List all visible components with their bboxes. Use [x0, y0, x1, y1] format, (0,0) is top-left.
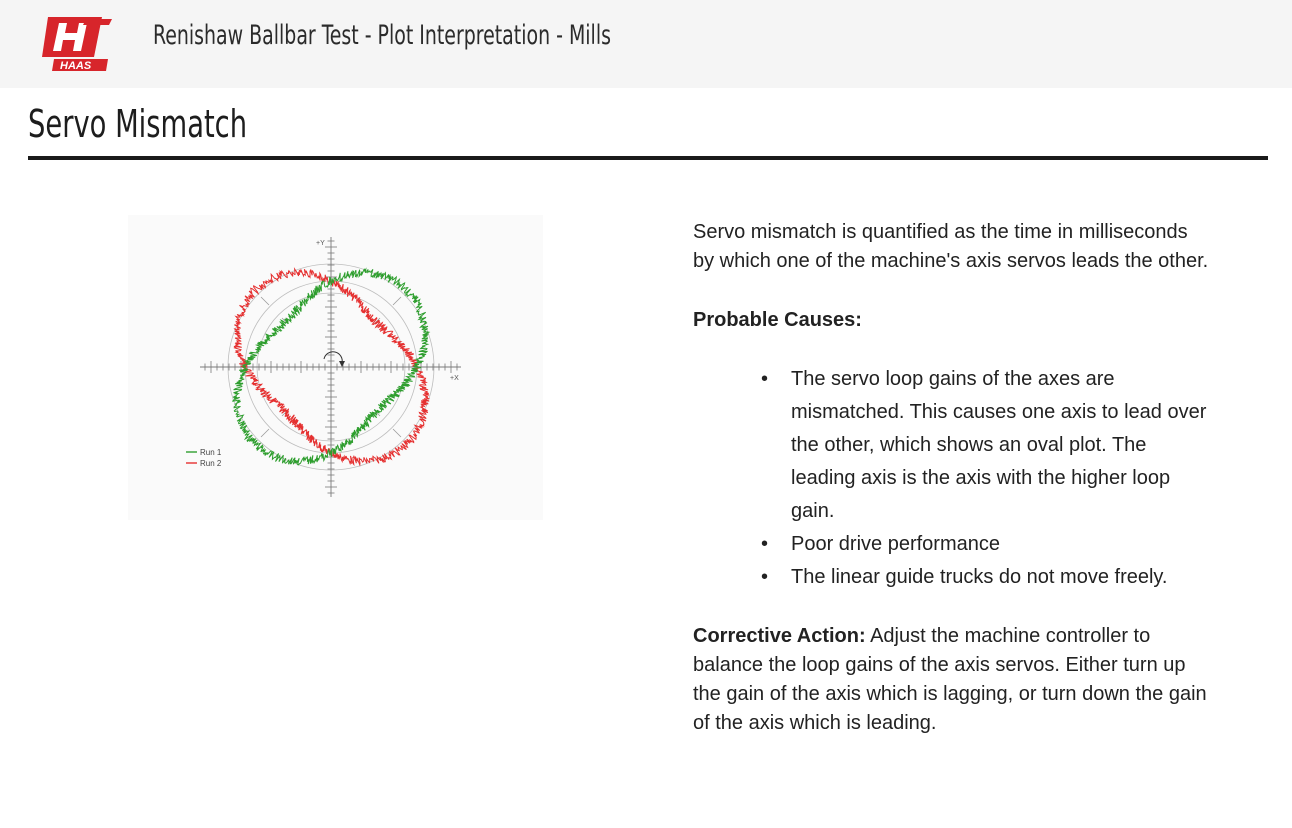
- description-column: [693, 218, 1213, 738]
- title-divider: [28, 156, 1268, 160]
- header-bar: [0, 0, 1292, 88]
- ballbar-plot-figure: [128, 215, 543, 520]
- axis-y-label: +Y: [316, 240, 325, 247]
- cause-item: • The servo loop gains of the axes are mismatched. This causes one axis to lead over the other, which shows an oval plot. The leading axis is the axis with the higher loop gain.: [791, 363, 1213, 528]
- legend-label-run-2: Run 2: [200, 459, 222, 468]
- corrective-action-paragraph: [693, 622, 1213, 738]
- app-title: Renishaw Ballbar Test - Plot Interpretation - Mills: [153, 20, 611, 51]
- page-title: Servo Mismatch: [28, 102, 248, 146]
- cause-item: • Poor drive performance: [791, 528, 1213, 561]
- axis-x-label: +X: [450, 375, 459, 382]
- corrective-action-text: Adjust the machine controller to balance the loop gains of the axis servos. Either turn up the gain of the axis which is lagging, or turn down the gain of the axis which is leading.: [693, 625, 1207, 734]
- haas-logo-text: HAAS: [60, 60, 92, 72]
- corrective-action-label: Corrective Action:: [693, 625, 866, 647]
- plot-legend: [186, 448, 222, 468]
- legend-label-run-1: Run 1: [200, 448, 222, 457]
- intro-paragraph: Servo mismatch is quantified as the time in milliseconds by which one of the machine's axis servos leads the other.: [693, 221, 1209, 272]
- probable-causes-list: [693, 363, 1213, 594]
- ballbar-plot: [128, 215, 543, 520]
- cause-item: • The linear guide trucks do not move freely.: [791, 561, 1213, 594]
- probable-causes-heading: Probable Causes:: [693, 309, 862, 331]
- haas-logo[interactable]: [42, 13, 114, 73]
